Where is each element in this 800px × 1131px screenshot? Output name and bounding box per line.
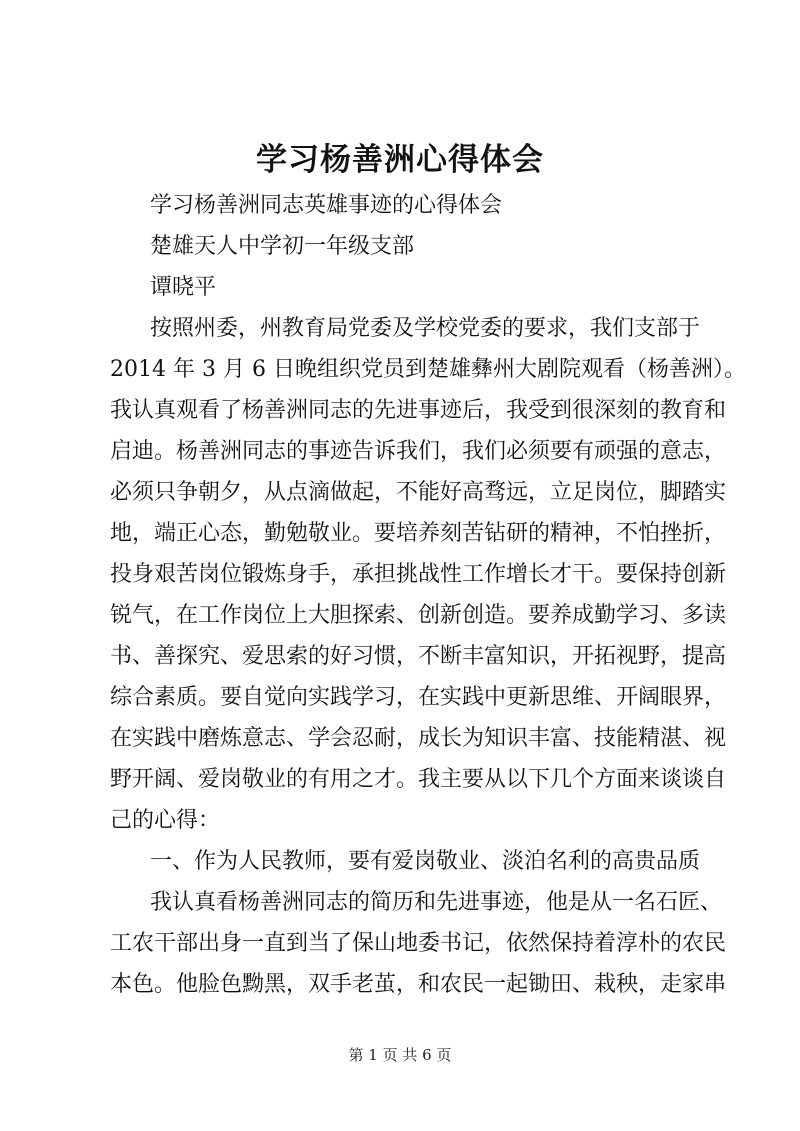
paragraph-line: 启迪。杨善洲同志的事迹告诉我们，我们必须要有顽强的意志， xyxy=(110,439,727,464)
paragraph-line: 综合素质。要自觉向实践学习，在实践中更新思维、开阔眼界， xyxy=(110,685,727,710)
document-organization: 楚雄天人中学初一年级支部 xyxy=(150,234,415,259)
paragraph-line: 投身艰苦岗位锻炼身手，承担挑战性工作增长才干。要保持创新 xyxy=(110,562,727,587)
paragraph-line: 必须只争朝夕，从点滴做起，不能好高骛远，立足岗位，脚踏实 xyxy=(110,480,727,505)
paragraph-line: 我认真观看了杨善洲同志的先进事迹后，我受到很深刻的教育和 xyxy=(110,398,727,423)
document-author: 谭晓平 xyxy=(150,275,217,300)
paragraph-line: 书、善探究、爱思索的好习惯，不断丰富知识，开拓视野，提高 xyxy=(110,644,727,669)
paragraph-line: 野开阔、爱岗敬业的有用之才。我主要从以下几个方面来谈谈自 xyxy=(110,767,727,792)
document-subtitle: 学习杨善洲同志英雄事迹的心得体会 xyxy=(150,193,503,218)
paragraph-line: 己的心得： xyxy=(110,808,221,833)
section-heading: 一、作为人民教师，要有爱岗敬业、淡泊名利的高贵品质 xyxy=(150,849,701,874)
paragraph-line: 锐气，在工作岗位上大胆探索、创新创造。要养成勤学习、多读 xyxy=(110,603,727,628)
paragraph-line: 工农干部出身一直到当了保山地委书记，依然保持着淳朴的农民 xyxy=(110,931,727,956)
paragraph-line: 我认真看杨善洲同志的简历和先进事迹，他是从一名石匠、 xyxy=(150,890,723,915)
document-title: 学习杨善洲心得体会 xyxy=(256,142,544,178)
page-footer: 第 1 页 共 6 页 xyxy=(348,1046,452,1064)
paragraph-line: 本色。他脸色黝黑，双手老茧，和农民一起锄田、栽秧，走家串 xyxy=(110,972,727,997)
paragraph-line: 在实践中磨炼意志、学会忍耐，成长为知识丰富、技能精湛、视 xyxy=(110,726,727,751)
paragraph-line: 地，端正心态，勤勉敬业。要培养刻苦钻研的精神，不怕挫折， xyxy=(110,521,727,546)
paragraph-line: 2014 年 3 月 6 日晚组织党员到楚雄彝州大剧院观看（杨善洲）。 xyxy=(110,357,746,382)
paragraph-line: 按照州委，州教育局党委及学校党委的要求，我们支部于 xyxy=(150,316,701,341)
